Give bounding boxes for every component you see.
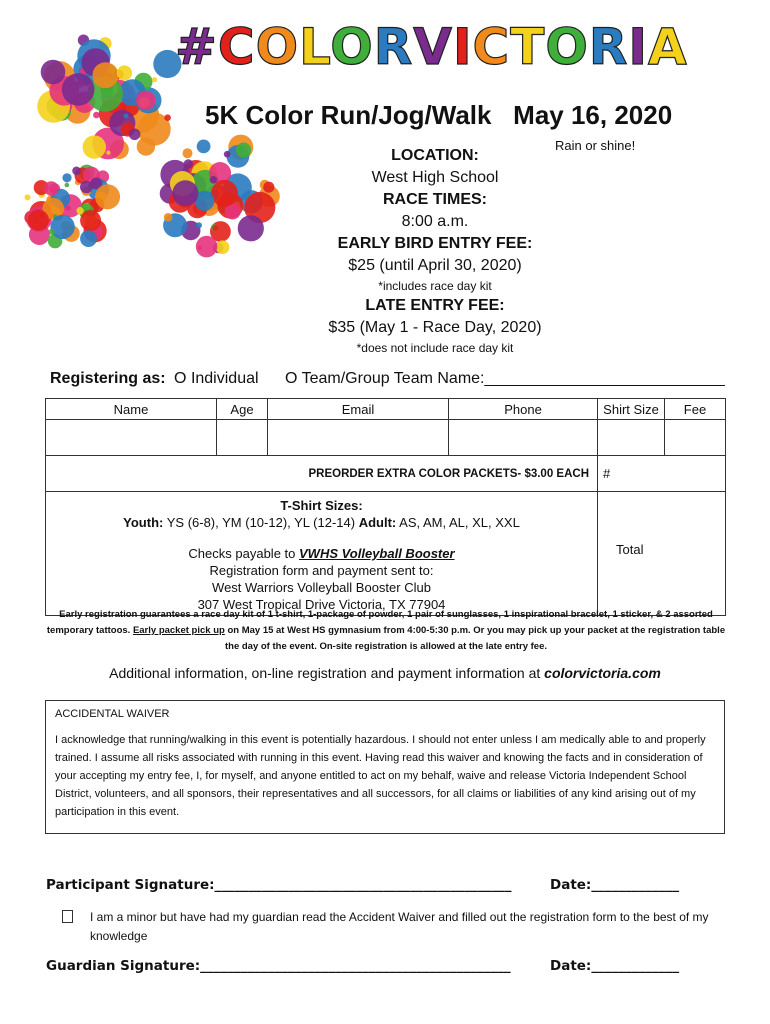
title-letter: C xyxy=(217,18,256,76)
late-fee-note: *does not include race day kit xyxy=(356,341,514,355)
total-field[interactable]: Total xyxy=(598,492,726,616)
early-note-part1: Early registration guarantees a race day kit of 1 t-shirt, 1-package of powder, 1 pair of sunglasses, 1 inspirational bracelet, 1 sticker, & 2 assorted temporary tattoos. xyxy=(46,609,713,636)
title-letter: O xyxy=(330,18,374,76)
paint-splatter-top xyxy=(37,35,181,160)
phone-field[interactable] xyxy=(449,420,598,456)
race-times-value: 8:00 a.m. xyxy=(401,213,469,230)
option-team[interactable]: O Team/Group Team Name:___________________________ xyxy=(285,370,725,387)
title-letter: A xyxy=(648,18,688,76)
early-fee-note: *includes race day kit xyxy=(378,279,492,293)
title-letter: V xyxy=(413,18,453,76)
checks-payable xyxy=(46,545,597,562)
paint-splatter-bottom-left xyxy=(24,165,120,249)
late-fee-value: $35 (May 1 - Race Day, 2020) xyxy=(328,319,542,336)
shirt-sizes-line xyxy=(46,514,597,531)
early-fee-label: EARLY BIRD ENTRY FEE: xyxy=(337,235,533,252)
participant-signature-line[interactable]: Participant Signature:____________________________________________ xyxy=(46,877,512,893)
title-letter: T xyxy=(510,18,546,76)
waiver-body: I acknowledge that running/walking in this event is potentially hazardous. I should not enter unless I am medically able to and properly trained. I assume all risks associated with running in this event. Having read this waiver and knowing the facts and in consideration of your accepting my entry fee, I, for myself, and anyone entitled to act on my behalf, waive and release Victoria Independent School District, volunteers, and all sponsors, their representatives and all successors, for all claims or liabilities of any kind arising out of my participation in this event. xyxy=(55,734,706,818)
website-link[interactable]: colorvictoria.com xyxy=(544,665,661,681)
shirt-size-field[interactable] xyxy=(598,420,665,456)
header-fee: Fee xyxy=(665,399,726,420)
waiver-box xyxy=(45,700,725,834)
race-times-label: RACE TIMES: xyxy=(383,191,487,208)
checks-prefix: Checks payable to xyxy=(188,546,299,561)
title-letter: I xyxy=(628,18,648,76)
name-field[interactable] xyxy=(46,420,217,456)
title-letter: I xyxy=(452,18,473,76)
waiver-heading: ACCIDENTAL WAIVER xyxy=(55,708,170,720)
additional-info-prefix: Additional information, on-line registration and payment information at xyxy=(109,665,545,681)
participant-date-line[interactable]: Date:_____________ xyxy=(550,877,680,893)
paint-splatter-bottom-right xyxy=(160,135,280,258)
late-fee-label: LATE ENTRY FEE: xyxy=(365,297,505,314)
option-individual[interactable]: O Individual xyxy=(174,370,259,387)
title-letter: L xyxy=(299,18,331,76)
location-value: West High School xyxy=(371,169,499,186)
early-fee-value: $25 (until April 30, 2020) xyxy=(348,257,522,274)
registering-as-row xyxy=(50,370,725,388)
rain-note: Rain or shine! xyxy=(555,138,636,153)
location-label: LOCATION: xyxy=(391,147,479,164)
title-letter: O xyxy=(545,18,589,76)
header-shirt-size: Shirt Size xyxy=(598,399,665,420)
club-line: West Warriors Volleyball Booster Club xyxy=(212,580,431,595)
adult-sizes: AS, AM, AL, XL, XXL xyxy=(399,515,520,530)
early-note-part2: on May 15 at West HS gymnasium from 4:00-5:30 p.m. Or you may pick up your packet at the registration table the day of the event. On-site registration is allowed at the late entry fee. xyxy=(224,625,726,652)
event-title xyxy=(175,18,688,76)
youth-label: Youth: xyxy=(123,515,164,530)
title-letter: R xyxy=(373,18,414,76)
tshirt-info-cell xyxy=(46,492,598,616)
minor-statement: I am a minor but have had my guardian read the Accident Waiver and filled out the registration form to the best of my knowledge xyxy=(90,910,709,943)
registering-as-label: Registering as: xyxy=(50,370,166,387)
preorder-count-field[interactable]: # xyxy=(598,456,726,492)
title-letter: R xyxy=(588,18,629,76)
preorder-label: PREORDER EXTRA COLOR PACKETS- $3.00 EACH xyxy=(46,456,598,492)
adult-label: Adult: xyxy=(358,515,397,530)
minor-checkbox[interactable] xyxy=(62,910,73,923)
early-registration-note xyxy=(40,607,732,655)
title-letter: O xyxy=(255,18,300,76)
address-line: 307 West Tropical Drive Victoria, TX 77904 xyxy=(197,597,446,612)
checks-payee: VWHS Volleyball Booster xyxy=(299,546,455,561)
event-subtitle: 5K Color Run/Jog/Walk May 16, 2020 xyxy=(205,100,673,130)
header-phone: Phone xyxy=(449,399,598,420)
additional-info xyxy=(0,665,770,681)
age-field[interactable] xyxy=(217,420,268,456)
guardian-signature-line[interactable]: Guardian Signature:______________________________________________ xyxy=(46,958,511,974)
tshirt-sizes-label: T-Shirt Sizes: xyxy=(280,498,363,513)
header-age: Age xyxy=(217,399,268,420)
title-letter: C xyxy=(472,18,511,76)
registration-table xyxy=(45,398,726,616)
youth-sizes: YS (6-8), YM (10-12), YL (12-14) xyxy=(166,515,356,530)
email-field[interactable] xyxy=(268,420,449,456)
guardian-date-line[interactable]: Date:_____________ xyxy=(550,958,680,974)
early-packet-pickup: Early packet pick up xyxy=(132,625,225,636)
sent-to-line: Registration form and payment sent to: xyxy=(209,563,434,578)
fee-field[interactable] xyxy=(665,420,726,456)
header-email: Email xyxy=(268,399,449,420)
header-name: Name xyxy=(46,399,217,420)
title-letter: # xyxy=(175,18,218,76)
